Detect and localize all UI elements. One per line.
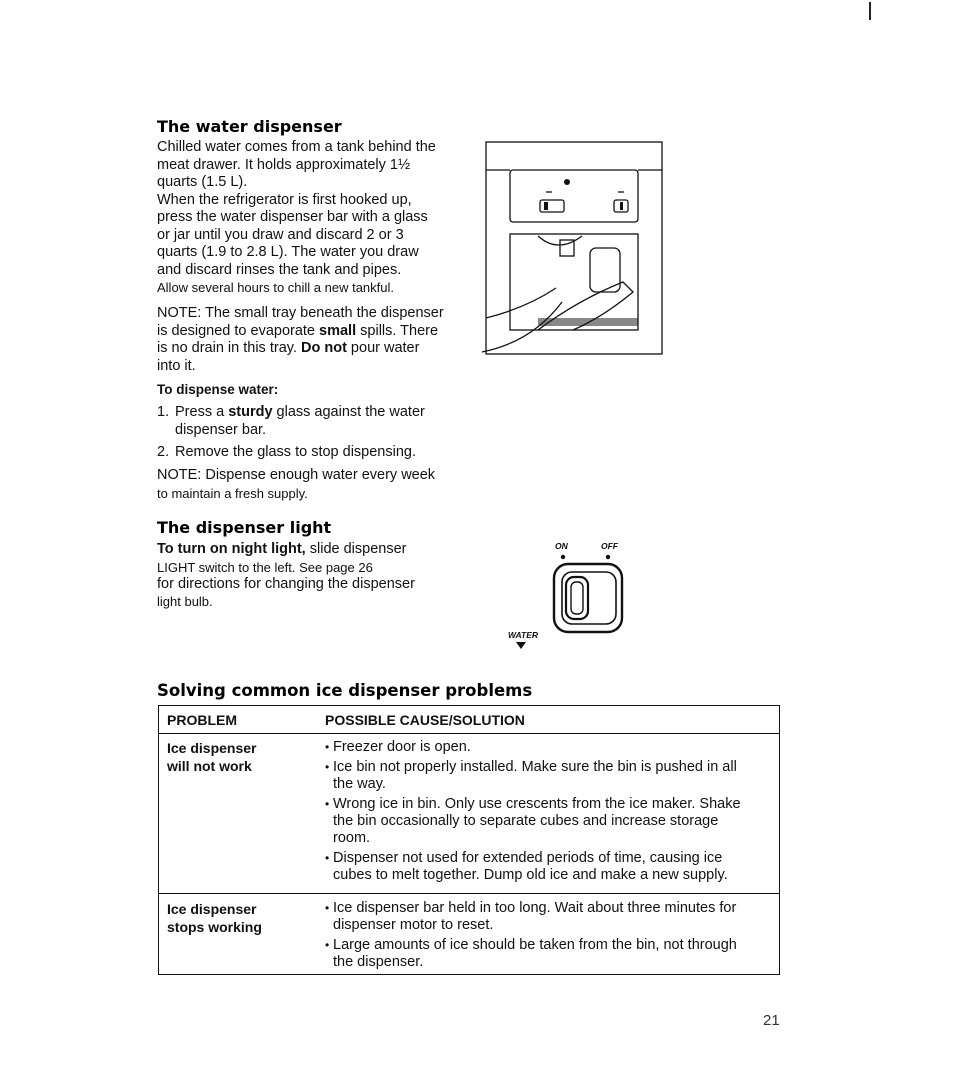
solution-item	[325, 900, 755, 934]
solution-item	[325, 937, 755, 971]
solution-cell	[325, 739, 755, 887]
water-note	[157, 305, 457, 375]
page-number: 21	[763, 1012, 780, 1029]
header-divider	[159, 733, 779, 734]
lead-bold: To turn on night light,	[157, 541, 306, 557]
water-arrow-icon	[516, 642, 526, 649]
bullet-icon: •	[325, 851, 330, 865]
problem-cell	[167, 739, 257, 775]
switch-label-on: ON	[555, 541, 568, 551]
step-number: 1.	[157, 404, 170, 420]
step-item	[157, 404, 457, 439]
solution-text: Freezer door is open.	[333, 739, 471, 755]
solution-item	[325, 796, 755, 847]
switch-label-off: OFF	[601, 541, 618, 551]
water-dispenser-text	[157, 139, 457, 296]
dispenser-light-heading: The dispenser light	[157, 518, 332, 537]
lead-text: slide dispenser	[305, 541, 407, 557]
water-note-2	[157, 467, 457, 502]
problem-cell	[167, 900, 262, 936]
col-header-problem: PROBLEM	[167, 712, 237, 728]
col-header-solution: POSSIBLE CAUSE/SOLUTION	[325, 712, 525, 728]
note-line: to maintain a fresh supply.	[157, 485, 308, 501]
step-text	[175, 444, 416, 462]
solution-item	[325, 759, 755, 793]
bullet-icon: •	[325, 938, 330, 952]
solution-text: Ice dispenser bar held in too long. Wait about three minutes for dispenser motor to reset.	[333, 900, 737, 933]
switch-label-water: WATER	[508, 630, 539, 640]
note-label: NOTE:	[157, 305, 202, 321]
bullet-icon: •	[325, 760, 330, 774]
step-text-bold: sturdy	[228, 404, 273, 420]
solution-text: Ice bin not properly installed. Make sure the bin is pushed in all the way.	[333, 759, 737, 792]
note-line	[157, 467, 457, 485]
margin-mark	[869, 2, 871, 20]
paragraph-line: quarts (1.9 to 2.8 L). The water you draw	[157, 244, 419, 260]
switch-knob	[566, 577, 588, 619]
dispenser-light-text	[157, 541, 457, 610]
note-text: pour water	[346, 340, 420, 356]
bullet-icon: •	[325, 901, 330, 915]
step-text	[175, 404, 425, 439]
problem-line: Ice dispenser	[167, 901, 257, 917]
note-line	[157, 305, 457, 323]
paragraph-line: Chilled water comes from a tank behind the	[157, 139, 436, 155]
light-switch-illustration	[510, 550, 630, 650]
paragraph-line: for directions for changing the dispenser	[157, 575, 415, 592]
solution-item	[325, 739, 755, 756]
bullet-icon: •	[325, 740, 330, 754]
note-text: Dispense enough water every week	[201, 467, 436, 483]
note-line	[157, 323, 457, 341]
note-label: NOTE:	[157, 467, 202, 483]
paragraph-line: When the refrigerator is first hooked up,	[157, 191, 412, 208]
on-indicator-dot	[561, 555, 565, 559]
note-line	[157, 340, 457, 358]
dispense-steps	[157, 404, 457, 462]
paragraph-line: or jar until you draw and discard 2 or 3	[157, 226, 404, 243]
note-bold: Do not	[301, 340, 347, 356]
note-text: The small tray beneath the dispenser	[201, 305, 444, 321]
solution-text: Dispenser not used for extended periods of time, causing ice cubes to melt together. Dump old ice and make a new supply.	[333, 850, 728, 883]
paragraph-line: meat drawer. It holds approximately 1½	[157, 156, 411, 173]
step-text-pre: Press a	[175, 404, 229, 420]
water-dispenser-illustration	[478, 140, 668, 358]
dispense-water-subheading: To dispense water:	[157, 382, 279, 397]
step-text-post: glass against the water	[272, 404, 425, 420]
switch-knob-inner	[571, 582, 583, 614]
note-line: into it.	[157, 357, 196, 374]
row-divider	[159, 893, 779, 894]
off-indicator-dot	[606, 555, 610, 559]
problems-table	[158, 705, 780, 975]
solution-cell	[325, 900, 755, 974]
step-item	[157, 444, 457, 462]
step-text-line2: dispenser bar.	[175, 421, 267, 438]
note-text: is no drain in this tray.	[157, 340, 301, 356]
paragraph-line: LIGHT switch to the left. See page 26	[157, 559, 373, 575]
note-text: spills. There	[356, 322, 439, 339]
paragraph-line: light bulb.	[157, 594, 213, 609]
problem-line: will not work	[167, 758, 252, 774]
solution-text: Wrong ice in bin. Only use crescents from the ice maker. Shake the bin occasionally to separate cubes and increase storage room.	[333, 796, 741, 846]
bullet-icon: •	[325, 797, 330, 811]
step-number: 2.	[157, 444, 170, 460]
solution-text: Large amounts of ice should be taken from the bin, not through the dispenser.	[333, 937, 737, 970]
problem-line: stops working	[167, 919, 262, 935]
problems-heading: Solving common ice dispenser problems	[157, 681, 533, 700]
paragraph-line: Allow several hours to chill a new tankful.	[157, 280, 395, 295]
solution-item	[325, 850, 755, 884]
note-bold: small	[319, 322, 357, 339]
paragraph-line: press the water dispenser bar with a glass	[157, 209, 428, 225]
water-dispenser-heading: The water dispenser	[157, 117, 342, 136]
paragraph-line: quarts (1.5 L).	[157, 174, 248, 190]
step-text-pre: Remove the glass to stop dispensing.	[175, 444, 416, 460]
problem-line: Ice dispenser	[167, 740, 257, 756]
paragraph-line: and discard rinses the tank and pipes.	[157, 261, 402, 278]
note-text: is designed to evaporate	[157, 322, 320, 339]
paragraph-line	[157, 541, 457, 559]
